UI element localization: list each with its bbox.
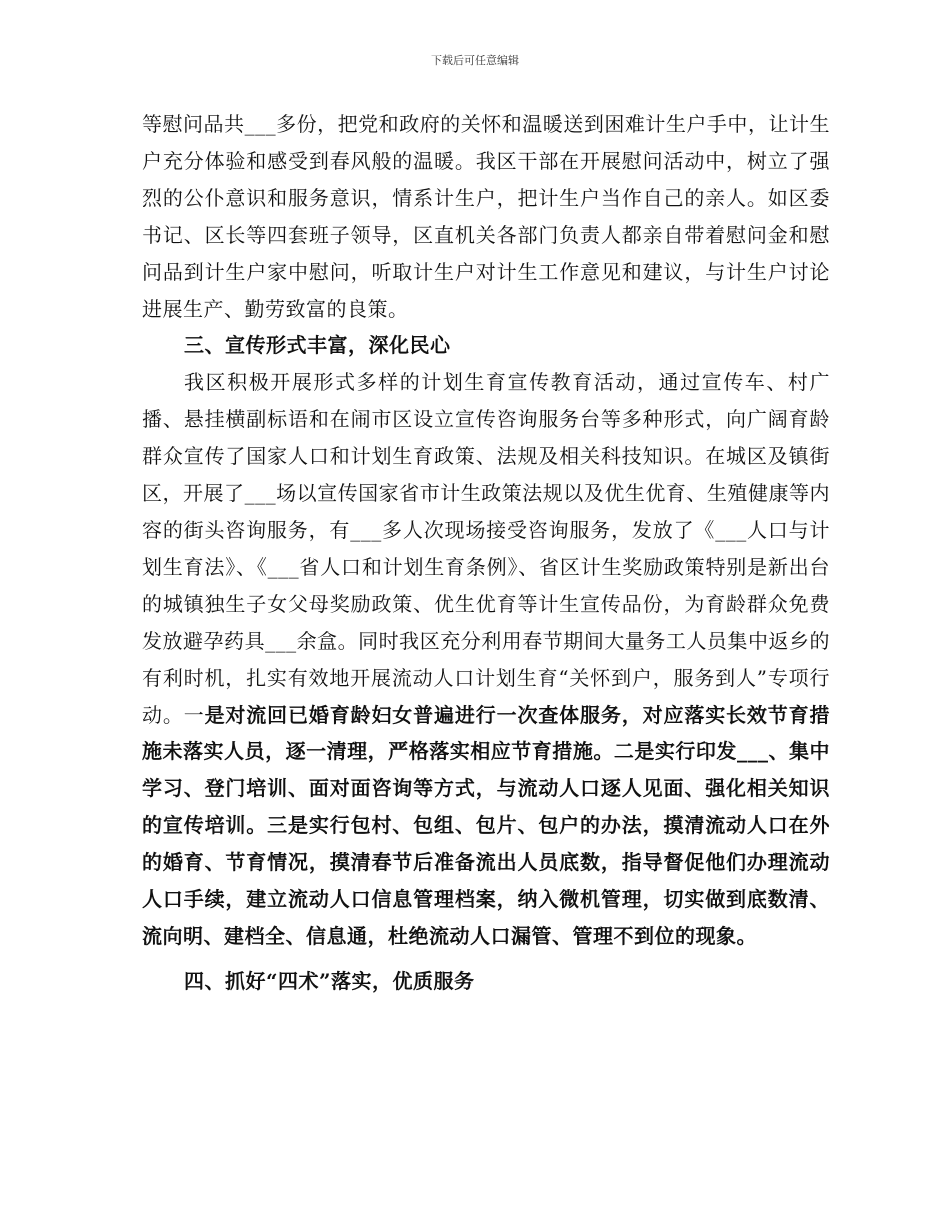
paragraph-consolation: 等慰问品共___多份，把党和政府的关怀和温暖送到困难计生户手中，让计生户充分体验和感受到春风般的温暖。我区干部在开展慰问活动中，树立了强烈的公仆意识和服务意识，情系计生户，把计生户当作自己的亲人。如区委书记、区长等四套班子领导，区直机关各部门负责人都亲自带着慰问金和慰问品到计生户家中慰问，听取计生户对计生工作意见和建议，与计生户讨论进展生产、勤劳致富的良策。 — [142, 112, 830, 321]
paragraph-publicity-normal: 我区积极开展形式多样的计划生育宣传教育活动，通过宣传车、村广播、悬挂横副标语和在闹市区设立宣传咨询服务台等多种形式，向广阔育龄群众宣传了国家人口和计划生育政策、法规及相关科技知识。在城区及镇街区，开展了___场以宣传国家省市计生政策法规以及优生优育、生殖健康等内容的街头咨询服务，有___多人次现场接受咨询服务，发放了《___人口与计划生育法》、《___省人口和计划生育条例》、省区计生奖励政策特别是新出台的城镇独生子女父母奖励政策、优生优育等计生宣传品份，为育龄群众免费发放避孕药具___余盒。同时我区充分利用春节期间大量务工人员集中返乡的有利时机，扎实有效地开展流动人口计划生育“关怀到户，服务到人”专项行动。一 — [142, 370, 830, 727]
section-heading-3: 三、宣传形式丰富，深化民心 — [184, 333, 451, 358]
paragraph-publicity-bold: 是对流回已婚育龄妇女普遍进行一次查体服务，对应落实长效节育措施未落实人员，逐一清理，严格落实相应节育措施。二是实行印发___、集中学习、登门培训、面对面咨询等方式，与流动人口逐人见面、强化相关知识的宣传培训。三是实行包村、包组、包片、包户的办法，摸清流动人口在外的婚育、节育情况，摸清春节后准备流出人员底数，指导督促他们办理流动人口手续，建立流动人口信息管理档案，纳入微机管理，切实做到底数清、流向明、建档全、信息通，杜绝流动人口漏管、管理不到位的现象。 — [142, 702, 830, 948]
page-header-note: 下载后可任意编辑 — [431, 54, 519, 67]
paragraph-publicity — [142, 364, 830, 955]
section-heading-4: 四、抓好“四术”落实，优质服务 — [184, 968, 475, 993]
document-body — [142, 106, 830, 1000]
